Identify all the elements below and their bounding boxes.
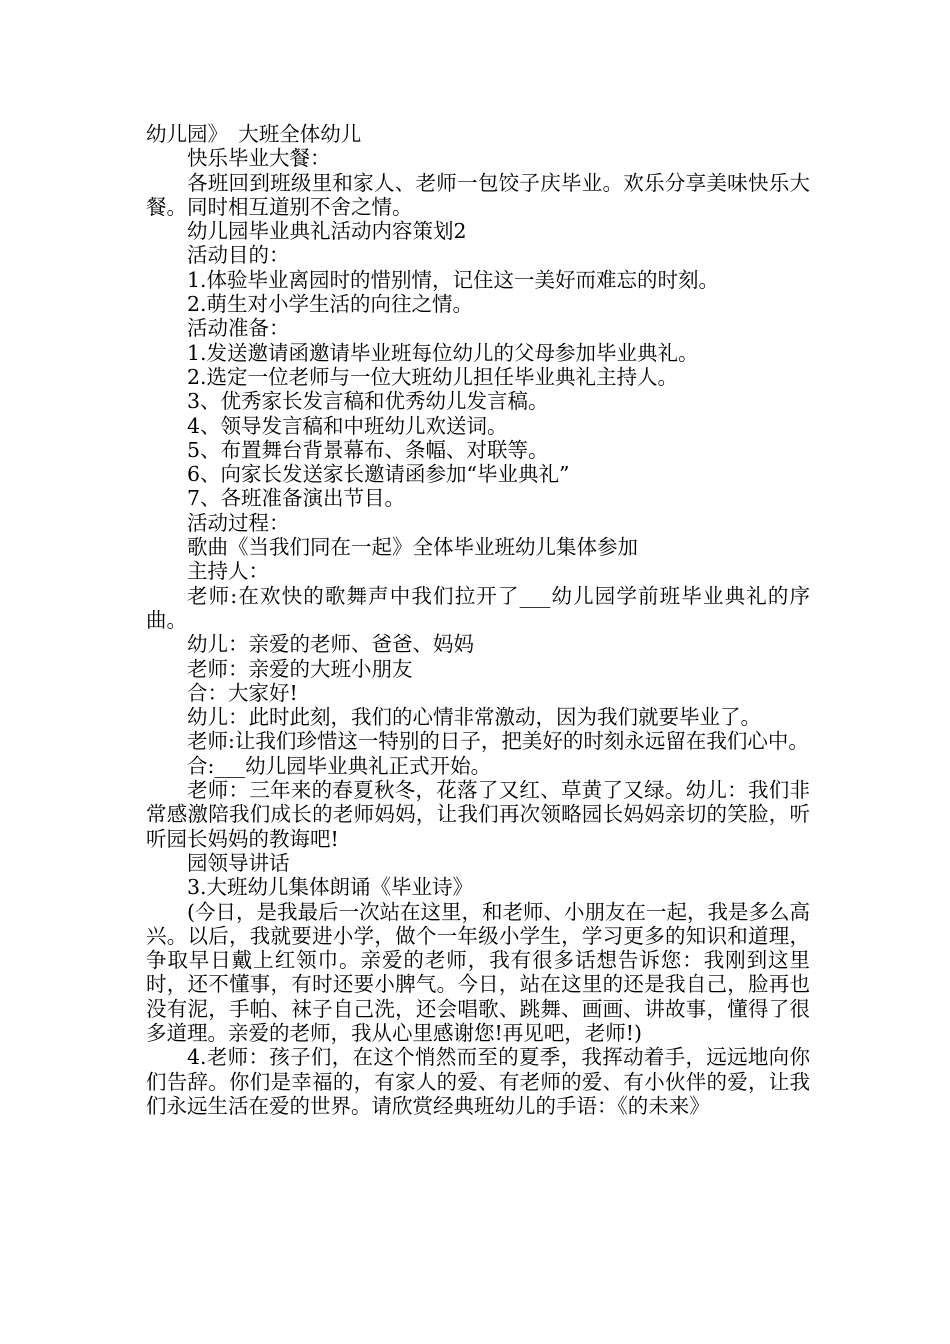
dialogue-line: 合：大家好! — [187, 680, 298, 705]
list-item: 2.萌生对小学生活的向往之情。 — [187, 292, 474, 317]
list-item: 1.发送邀请函邀请毕业班每位幼儿的父母参加毕业典礼。 — [187, 340, 699, 365]
list-item: 7、各班准备演出节目。 — [187, 486, 406, 511]
dialogue-line: 老师：亲爱的大班小朋友 — [187, 656, 413, 681]
list-item: 3、优秀家长发言稿和优秀幼儿发言稿。 — [187, 389, 549, 414]
section-heading: 活动目的： — [187, 243, 290, 268]
list-item: 1.体验毕业离园时的惜别情，记住这一美好而难忘的时刻。 — [187, 267, 720, 292]
poem-paragraph: (今日，是我最后一次站在这里，和老师、小朋友在一起，我是多么高兴。以后，我就要进小学，做个一年级小学生，学习更多的知识和道理，争取早日戴上红领巾。亲爱的老师，我有很多话想告诉您：我刚到这里时，还不懂事，有时还要小脾气。今日，站在这里的还是我自己，脸再也没有泥，手帕、袜子自己洗，还会唱歌、跳舞、画画、讲故事，懂得了很多道理。亲爱的老师，我从心里感谢您!再见吧，老师!) — [146, 899, 810, 1045]
paragraph: 幼儿园》 大班全体幼儿 — [146, 122, 362, 146]
paragraph: 各班回到班级里和家人、老师一包饺子庆毕业。欢乐分享美味快乐大餐。同时相互道别不舍之情。 — [146, 170, 810, 219]
paragraph: 歌曲《当我们同在一起》全体毕业班幼儿集体参加 — [187, 535, 638, 560]
dialogue-line: 老师：三年来的春夏秋冬，花落了又红、草黄了又绿。幼儿：我们非常感激陪我们成长的老师妈妈，让我们再次领略园长妈妈亲切的笑脸，听听园长妈妈的教诲吧! — [146, 778, 810, 851]
dialogue-line: 幼儿：亲爱的老师、爸爸、妈妈 — [187, 632, 474, 657]
list-item: 4、领导发言稿和中班幼儿欢送词。 — [187, 413, 508, 438]
paragraph: 3.大班幼儿集体朗诵《毕业诗》 — [187, 875, 474, 900]
paragraph: 园领导讲话 — [187, 850, 290, 875]
section-heading: 活动准备： — [187, 316, 290, 341]
section-heading: 快乐毕业大餐： — [187, 146, 331, 171]
document-body — [146, 122, 810, 1118]
list-item: 2.选定一位老师与一位大班幼儿担任毕业典礼主持人。 — [187, 364, 679, 389]
list-item: 6、向家长发送家长邀请函参加“毕业典礼” — [187, 462, 570, 487]
dialogue-line: 老师:在欢快的歌舞声中我们拉开了___幼儿园学前班毕业典礼的序曲。 — [146, 583, 810, 632]
paragraph: 主持人： — [187, 559, 269, 584]
dialogue-line: 幼儿：此时此刻，我们的心情非常激动，因为我们就要毕业了。 — [187, 705, 761, 730]
paragraph: 4.老师：孩子们，在这个悄然而至的夏季，我挥动着手，远远地向你们告辞。你们是幸福的，有家人的爱、有老师的爱、有小伙伴的爱，让我们永远生活在爱的世界。请欣赏经典班幼儿的手语：《的未来》 — [146, 1045, 810, 1118]
dialogue-line: 合:___幼儿园毕业典礼正式开始。 — [187, 753, 492, 778]
section-heading: 幼儿园毕业典礼活动内容策划2 — [187, 219, 467, 244]
section-heading: 活动过程： — [187, 510, 290, 535]
list-item: 5、布置舞台背景幕布、条幅、对联等。 — [187, 437, 549, 462]
dialogue-line: 老师:让我们珍惜这一特别的日子，把美好的时刻永远留在我们心中。 — [187, 729, 809, 754]
